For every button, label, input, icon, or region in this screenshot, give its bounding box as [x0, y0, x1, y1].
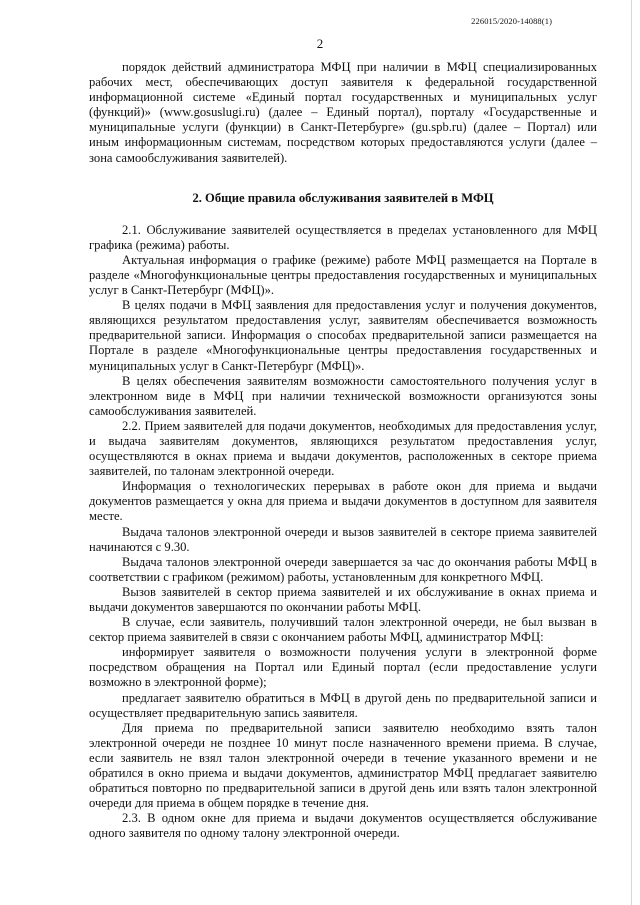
- scan-edge-line: [631, 0, 632, 905]
- paragraph: 2.1. Обслуживание заявителей осуществляется в пределах установленного для МФЦ графика (режима) работы.: [89, 222, 597, 252]
- document-body: [89, 60, 597, 842]
- section-title: 2. Общие правила обслуживания заявителей в МФЦ: [192, 190, 494, 205]
- paragraph: В случае, если заявитель, получивший талон электронной очереди, не был вызван в сектор приема заявителей в связи с окончанием работы МФЦ, администратор МФЦ:: [89, 615, 597, 645]
- page-number: 2: [316, 36, 324, 51]
- paragraph: Вызов заявителей в сектор приема заявителей и их обслуживание в окнах приема и выдачи документов завершаются по окончании работы МФЦ.: [89, 584, 597, 614]
- list-item: предлагает заявителю обратиться в МФЦ в другой день по предварительной записи и осуществляет предварительную запись заявителя.: [89, 690, 597, 720]
- document-registration-number: 226015/2020-14088(1): [471, 16, 552, 26]
- paragraph: В целях подачи в МФЦ заявления для предоставления услуг и получения документов, являющихся результатом предоставления услуг, заявителям обеспечивается возможность предварительной записи. Информация о способах предварительной записи размещается на Портале в разделе «Многофункциональные центры предоставления государственных и муниципальных услуг в Санкт-Петербург (МФЦ)».: [89, 298, 597, 373]
- paragraph: 2.2. Прием заявителей для подачи документов, необходимых для предоставления услуг, и выдача заявителям документов, являющихся результатом предоставления услуг, осуществляются в окнах приема и выдачи документов, расположенных в секторе приема заявителей, по талонам электронной очереди.: [89, 418, 597, 479]
- list-item: информирует заявителя о возможности получения услуги в электронной форме посредством обращения на Портал или Единый портал (если предоставление услуги возможно в электронной форме);: [89, 645, 597, 690]
- paragraph: Выдача талонов электронной очереди и вызов заявителей в секторе приема заявителей начинаются с 9.30.: [89, 524, 597, 554]
- paragraph: В целях обеспечения заявителям возможности самостоятельного получения услуг в электронном виде в МФЦ при наличии технической возможности организуются зоны самообслуживания заявителей.: [89, 373, 597, 418]
- intro-paragraph: порядок действий администратора МФЦ при наличии в МФЦ специализированных рабочих мест, обеспечивающих доступ заявителя к федеральной государственной информационной системе «Единый портал государственных и муниципальных услуг (функций)» (www.gosuslugi.ru) (далее – Единый портал), порталу «Государственные и муниципальные услуги (функции) в Санкт-Петербурге» (gu.spb.ru) (далее – Портал) или иным информационным системам, посредством которых предоставляются услуги (далее – зона самообслуживания заявителей).: [89, 60, 597, 165]
- paragraph: Информация о технологических перерывах в работе окон для приема и выдачи документов размещается у окна для приема и выдачи документов в доступном для заявителя месте.: [89, 479, 597, 524]
- paragraph: Актуальная информация о графике (режиме) работе МФЦ размещается на Портале в разделе «Многофункциональные центры предоставления государственных и муниципальных услуг в Санкт-Петербург (МФЦ)».: [89, 252, 597, 298]
- paragraph: 2.3. В одном окне для приема и выдачи документов осуществляется обслуживание одного заявителя по одному талону электронной очереди.: [89, 811, 597, 841]
- paragraph: Выдача талонов электронной очереди завершается за час до окончания работы МФЦ в соответствии с графиком (режимом) работы, установленным для конкретного МФЦ.: [89, 554, 597, 584]
- paragraph: Для приема по предварительной записи заявителю необходимо взять талон электронной очереди не позднее 10 минут после назначенного времени приема. В случае, если заявитель не взял талон электронной очереди в течение указанного времени и не обратился в окно приема и выдачи документов, администратор МФЦ предлагает заявителю обратиться повторно по предварительной записи в другой день или взять талон электронной очереди для приема в общем порядке в течение дня.: [89, 720, 597, 811]
